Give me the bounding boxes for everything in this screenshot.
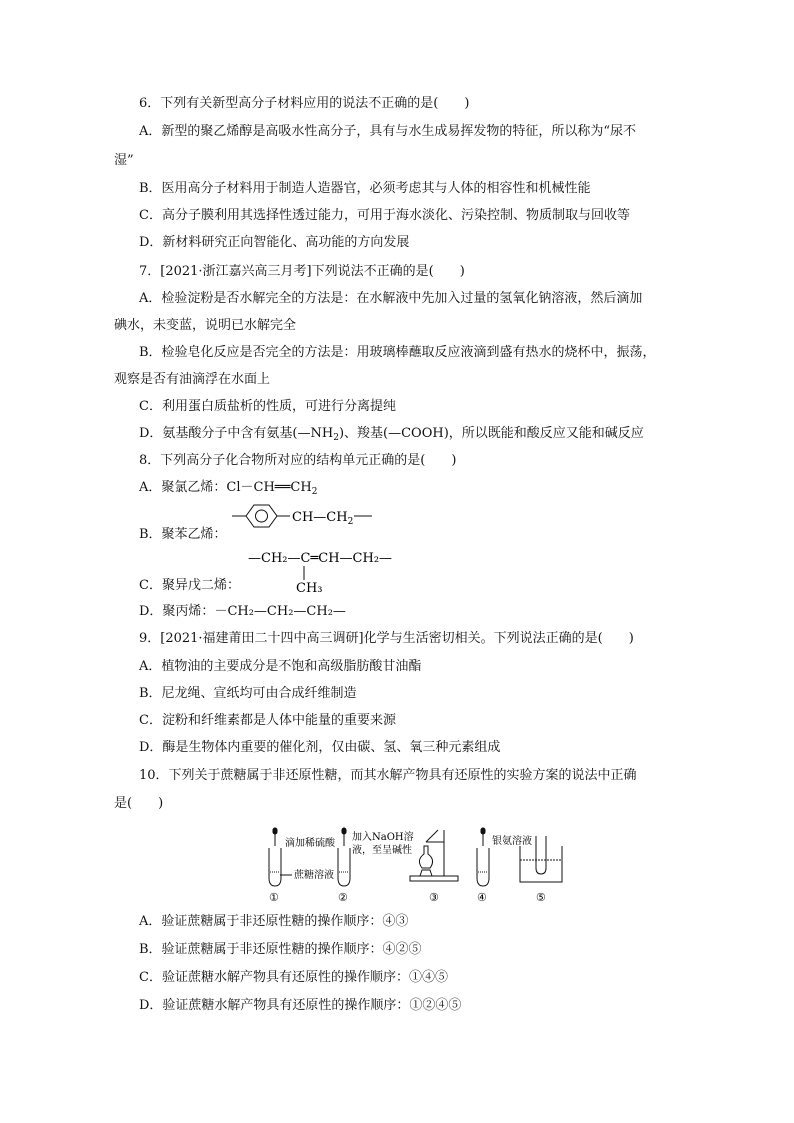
q9-option-d: D．酶是生物体内重要的催化剂，仅由碳、氢、氧三种元素组成 (139, 740, 501, 755)
q8-option-c-label: C．聚异戊二烯： (139, 578, 240, 593)
label-dilute-acid: 滴加稀硫酸 (285, 838, 335, 849)
q10-stem-cont: 是( ) (114, 796, 164, 811)
figure-num-1: ① (269, 891, 279, 904)
figure-num-2: ② (338, 891, 348, 904)
dropper-icon (481, 828, 485, 834)
test-tube-icon (477, 848, 489, 886)
benzene-ring-icon (246, 505, 277, 527)
q7-option-b: B．检验皂化反应是否完全的方法是：用玻璃棒蘸取反应液滴到盛有热水的烧杯中，振荡， (139, 345, 656, 360)
q10-option-d: D．验证蔗糖水解产物具有还原性的操作顺序：①②④⑤ (139, 998, 462, 1013)
experiment-figure (266, 824, 566, 906)
q7-option-b-cont: 观察是否有油滴浮在水面上 (114, 372, 271, 387)
label-naoh-1: 加入NaOH溶 (352, 832, 414, 843)
test-tube-icon (338, 848, 350, 886)
figure-num-5: ⑤ (536, 891, 546, 904)
q7-option-d: D．氨基酸分子中含有氨基$(—NH_2)$、羧基(—COOH)，所以既能和酸反应又能和碱反应 (139, 426, 644, 443)
q7-option-a: A．检验淀粉是否水解完全的方法是：在水解液中先加入过量的氢氧化钠溶液，然后滴加 (139, 291, 643, 306)
q6-option-c: C．高分子膜利用其选择性透过能力，可用于海水淡化、污染控制、物质制取与回收等 (139, 208, 630, 223)
q8-option-b-label: B．聚苯乙烯： (139, 527, 227, 542)
label-sucrose: 蔗糖溶液 (294, 870, 334, 881)
q7-option-a-cont: 碘水，未变蓝，说明已水解完全 (114, 318, 297, 333)
q9-option-a: A．植物油的主要成分是不饱和高级脂肪酸甘油酯 (139, 659, 422, 674)
test-tube-icon (269, 848, 281, 886)
dropper-icon (342, 828, 346, 834)
q8-stem: 8．下列高分子化合物所对应的结构单元正确的是( ) (139, 453, 457, 468)
polyisoprene-structure (246, 546, 406, 594)
polystyrene-chain-text: $CH—CH_2$ (292, 510, 354, 527)
dropper-icon (273, 828, 277, 834)
polyisoprene-chain-text: —CH₂—C═CH—CH₂— (248, 551, 393, 566)
q9-option-c: C．淀粉和纤维素都是人体中能量的重要来源 (139, 713, 396, 728)
q10-option-b: B．验证蔗糖属于非还原性糖的操作顺序：④②⑤ (139, 942, 422, 957)
q8-option-a: A．聚氯乙烯：$Cl-CH══CH_2$ (139, 480, 318, 497)
beaker-icon (520, 846, 562, 882)
stand-base (410, 876, 458, 881)
q9-option-b: B．尼龙绳、宣纸均可由合成纤维制造 (139, 686, 357, 701)
q10-option-a: A．验证蔗糖属于非还原性糖的操作顺序：④③ (139, 914, 409, 929)
polystyrene-structure (226, 500, 386, 544)
q6-option-b: B．医用高分子材料用于制造人造器官，必须考虑其与人体的相容性和机械性能 (139, 181, 591, 196)
burner-icon (420, 870, 432, 876)
methyl-branch-text: CH₃ (296, 581, 323, 594)
figure-num-4: ④ (477, 891, 487, 904)
test-tube-icon (536, 836, 546, 874)
q9-stem: 9．[2021·福建莆田二十四中高三调研]化学与生活密切相关。下列说法正确的是( ) (139, 631, 634, 646)
label-silver-ammonia: 银氨溶液 (492, 836, 532, 847)
q6-option-a-cont: 湿” (114, 153, 134, 168)
q10-stem: 10．下列关于蔗糖属于非还原性糖，而其水解产物具有还原性的实验方案的说法中正确 (139, 768, 637, 783)
figure-num-3: ③ (429, 891, 439, 904)
flask-icon (419, 846, 432, 868)
q10-option-c: C．验证蔗糖水解产物具有还原性的操作顺序：①④⑤ (139, 970, 448, 985)
q7-option-c: C．利用蛋白质盐析的性质，可进行分离提纯 (139, 399, 396, 414)
label-naoh-2: 液，至呈碱性 (352, 845, 412, 856)
q6-stem: 6．下列有关新型高分子材料应用的说法不正确的是( ) (139, 96, 470, 111)
q8-option-d: D．聚丙烯：－CH₂—CH₂—CH₂— (139, 604, 346, 619)
q6-option-d: D．新材料研究正向智能化、高功能的方向发展 (139, 235, 410, 250)
q7-stem: 7．[2021·浙江嘉兴高三月考]下列说法不正确的是( ) (139, 264, 465, 279)
q6-option-a: A．新型的聚乙烯醇是高吸水性高分子，具有与水生成易挥发物的特征，所以称为“尿不 (139, 124, 637, 139)
